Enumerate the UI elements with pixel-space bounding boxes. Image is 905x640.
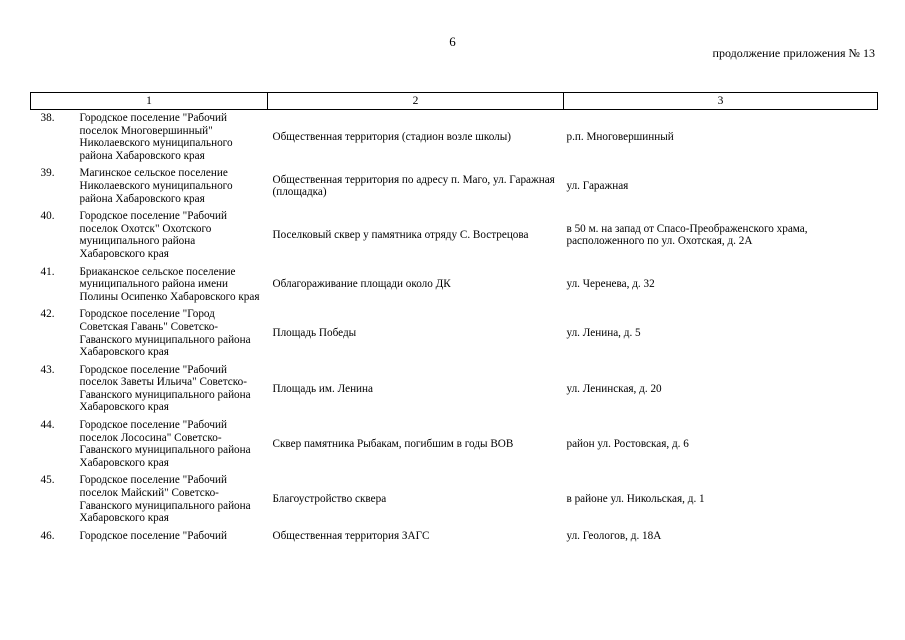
row-number-cell: [31, 167, 80, 210]
row-number: 41.: [40, 265, 55, 278]
territory-address: ул. Геологов, д. 18А: [566, 529, 662, 542]
territory-object: Сквер памятника Рыбакам, погибшим в годы ВОВ: [272, 437, 514, 450]
territory-address: ул. Гаражная: [566, 179, 629, 192]
column-header-2: 2: [268, 93, 564, 110]
settlement-name: Городское поселение "Рабочий поселок Охотск" Охотского муниципального района Хабаровского края: [79, 210, 228, 260]
row-number: 38.: [40, 112, 55, 124]
territory-address-cell: [564, 364, 878, 419]
table-header: [31, 93, 878, 110]
row-number: 46.: [40, 529, 55, 542]
row-number-cell: [31, 210, 80, 265]
page-number: 6: [449, 34, 456, 49]
row-number: 45.: [40, 474, 55, 487]
table-row: [31, 364, 878, 419]
territory-object: Общественная территория (стадион возле школы): [272, 130, 511, 143]
territory-object: Площадь Победы: [272, 327, 357, 340]
row-number: 39.: [40, 167, 55, 180]
header-row: [31, 93, 878, 110]
territory-object-cell: [268, 210, 564, 265]
row-number-cell: [31, 364, 80, 419]
row-number: 44.: [40, 419, 55, 432]
settlement-name-cell: [80, 167, 268, 210]
settlement-name: Городское поселение "Рабочий поселок Лососина" Советско-Гаванского муниципального района Хабаровского края: [79, 419, 251, 469]
settlement-name: Городское поселение "Город Советская Гавань" Советско-Гаванского муниципального района Хабаровского края: [79, 308, 251, 359]
settlement-name-cell: [80, 110, 268, 168]
row-number: 42.: [40, 308, 55, 321]
territory-object-cell: [268, 308, 564, 363]
territory-address-cell: [564, 530, 878, 548]
territory-address: в районе ул. Никольская, д. 1: [566, 493, 705, 506]
table-row: [31, 266, 878, 309]
territory-object-cell: [268, 110, 564, 168]
table-row: [31, 474, 878, 529]
settlement-name: Городское поселение "Рабочий поселок Заветы Ильича" Советско-Гаванского муниципального района Хабаровского края: [79, 363, 251, 414]
row-number-cell: [31, 419, 80, 474]
table-row: [31, 210, 878, 265]
settlement-name-cell: [80, 364, 268, 419]
territory-address: ул. Черенева, д. 32: [566, 278, 655, 291]
settlement-name-cell: [80, 419, 268, 474]
territory-address-cell: [564, 474, 878, 529]
settlement-name-cell: [80, 530, 268, 548]
table-row: [31, 167, 878, 210]
column-header-1: 1: [31, 93, 268, 110]
appendix-continuation-label: продолжение приложения № 13: [712, 46, 875, 60]
territory-object: Общественная территория ЗАГС: [272, 529, 430, 542]
row-number-cell: [31, 308, 80, 363]
table-row: [31, 530, 878, 548]
territory-address: ул. Ленинская, д. 20: [566, 382, 662, 395]
territory-object-cell: [268, 364, 564, 419]
settlement-name: Магинское сельское поселение Николаевского муниципального района Хабаровского края: [79, 167, 233, 205]
settlement-name: Городское поселение "Рабочий: [79, 529, 228, 542]
territory-object: Облагораживание площади около ДК: [272, 278, 451, 291]
settlement-name: Городское поселение "Рабочий поселок Майский" Советско-Гаванского муниципального района Хабаровского края: [79, 474, 251, 525]
row-number-cell: [31, 266, 80, 309]
settlement-name-cell: [80, 266, 268, 309]
settlement-name: Городское поселение "Рабочий поселок Многовершинный" Николаевского муниципального района Хабаровского края: [79, 112, 233, 162]
territory-address-cell: [564, 110, 878, 168]
territory-address: р.п. Многовершинный: [566, 130, 674, 143]
territory-address-cell: [564, 419, 878, 474]
territory-address: в 50 м. на запад от Спасо-Преображенского храма, расположенного по ул. Охотская, д. 2А: [566, 222, 808, 248]
territory-object-cell: [268, 419, 564, 474]
territory-object-cell: [268, 474, 564, 529]
territory-address: ул. Ленина, д. 5: [566, 327, 641, 340]
territory-object: Поселковый сквер у памятника отряду С. Вострецова: [272, 229, 529, 242]
territory-object-cell: [268, 167, 564, 210]
territory-address-cell: [564, 210, 878, 265]
territory-address-cell: [564, 266, 878, 309]
territory-object-cell: [268, 266, 564, 309]
territory-address-cell: [564, 308, 878, 363]
row-number: 40.: [40, 210, 55, 223]
appendix-table: [30, 92, 878, 547]
table-row: [31, 419, 878, 474]
row-number-cell: [31, 110, 80, 168]
settlement-name: Бриаканское сельское поселение муниципального района имени Полины Осипенко Хабаровского края: [79, 265, 260, 303]
table-row: [31, 308, 878, 363]
settlement-name-cell: [80, 474, 268, 529]
table-row: [31, 110, 878, 168]
row-number-cell: [31, 474, 80, 529]
settlement-name-cell: [80, 210, 268, 265]
territory-object: Площадь им. Ленина: [272, 382, 373, 395]
territory-address: район ул. Ростовская, д. 6: [566, 437, 689, 450]
column-header-3: 3: [564, 93, 878, 110]
territory-object: Общественная территория по адресу п. Маго, ул. Гаражная (площадка): [272, 173, 555, 199]
territory-object: Благоустройство сквера: [272, 493, 387, 506]
table-body: [31, 110, 878, 548]
territory-object-cell: [268, 530, 564, 548]
row-number-cell: [31, 530, 80, 548]
territory-address-cell: [564, 167, 878, 210]
settlement-name-cell: [80, 308, 268, 363]
row-number: 43.: [40, 363, 55, 376]
